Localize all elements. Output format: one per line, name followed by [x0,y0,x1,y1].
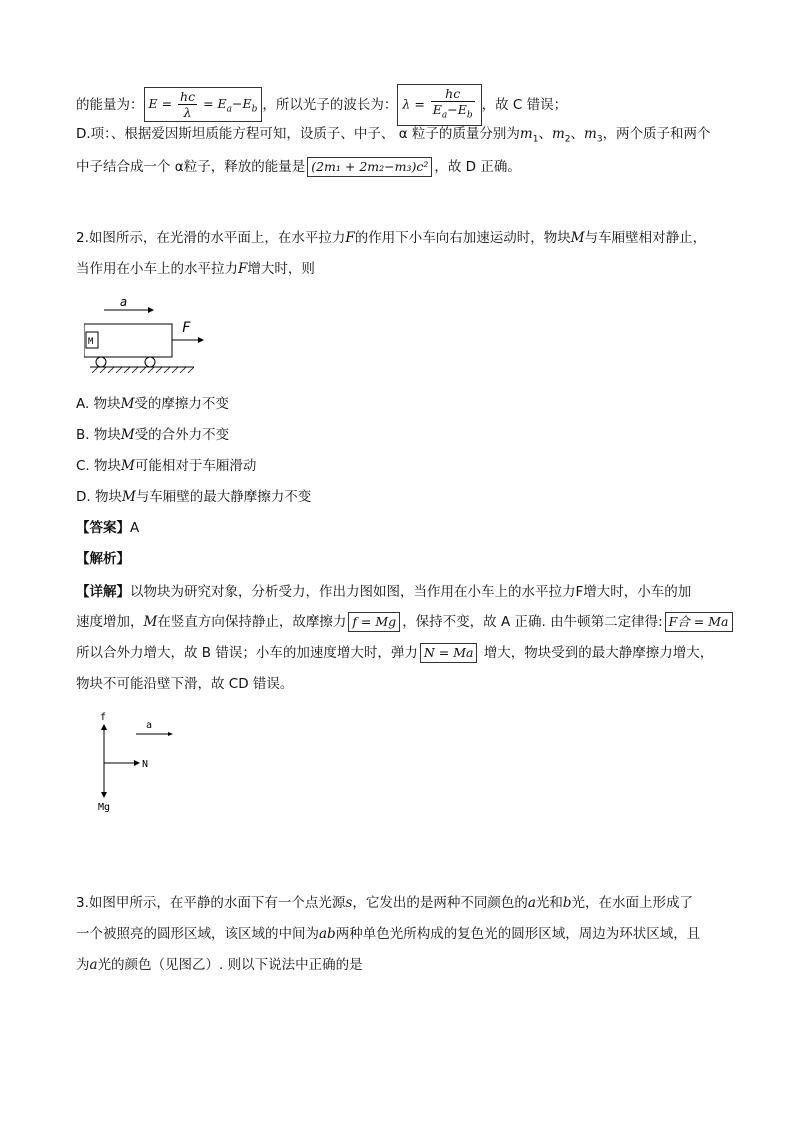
q3-stem-line2: 一个被照亮的圆形区域，该区域的中间为ab两种单色光所构成的复色光的圆形区域，周边为环状区域，且 [76,926,701,942]
wheel-left [96,357,106,367]
weight-label: Mg [98,802,111,813]
acceleration-label: a [120,295,128,309]
normal-arrowhead [134,760,140,766]
friction-label: f [100,712,107,723]
text-segment: ，故 C 错误； [481,96,568,113]
analysis-tag: 【解析】 [76,551,130,567]
fbd-accel-label: a [146,720,153,731]
detail-line1: 【详解】以物块为研究对象，分析受力，作出力图如图，当作用在小车上的水平拉力F增大时，小车的加 [76,584,692,600]
option-b[interactable]: B. 物块M受的合外力不变 [76,427,230,443]
mass-defect-line: 中子结合成一个 α粒子，释放的能量是 (2m₁ + 2m₂−m₃)c² ，故 D 正确。 [76,159,521,175]
net-force-equation-box: F合 = Ma [665,612,733,632]
wavelength-equation-box: λ = $\frac{hc}{E_a-E_b}$ [397,84,481,126]
q3-stem-line1: 3.如图甲所示，在平静的水面下有一个点光源s，它发出的是两种不同颜色的a光和b光，在水面上形成了 [76,895,694,911]
energy-line [76,84,567,126]
force-arrowhead [198,337,204,343]
free-body-diagram [92,706,192,816]
detail-line3: 所以合外力增大，故 B 错误；小车的加速度增大时，弹力 N = Ma 增大，物块受到的最大静摩擦力增大， [76,645,714,661]
option-a[interactable]: A. 物块M受的摩擦力不变 [76,396,229,412]
text-segment: 的能量为： [76,96,144,113]
acceleration-arrowhead [148,307,154,313]
detail-line2: 速度增加，M在竖直方向保持静止，故摩擦力 f = Mg ，保持不变，故 A 正确. 由牛顿第二定律得: F合 = Ma [76,612,735,632]
answer-tag: 【答案】 [76,520,130,536]
text-segment: ，所以光子的波长为： [262,96,398,113]
detail-line4: 物块不可能沿壁下滑，故 CD 错误。 [76,676,294,692]
mass-defect-equation-box: (2m₁ + 2m₂−m₃)c² [307,157,432,177]
option-c[interactable]: C. 物块M可能相对于车厢滑动 [76,458,257,474]
option-d-explanation: D.项：、根据爱因斯坦质能方程可知，设质子、中子、 α 粒子的质量分别为$m_1$、$m_2$、$m_3$，两个质子和两个 [76,126,711,145]
cart-figure [84,294,214,384]
block-label: M [88,337,94,347]
force-label: F [182,320,191,336]
answer-line [76,518,139,538]
q3-stem-line3: 为a光的颜色（见图乙）. 则以下说法中正确的是 [76,957,363,973]
wheel-right [145,357,155,367]
fbd-accel-arrowhead [168,732,173,736]
option-d[interactable]: D. 物块M与车厢壁的最大静摩擦力不变 [76,489,312,505]
normal-label: N [142,759,149,770]
friction-arrowhead [101,724,107,730]
weight-arrowhead [101,792,107,798]
friction-equation-box: f = Mg [348,612,400,632]
detail-tag: 【详解】 [76,584,130,600]
q2-stem-line2: 当作用在小车上的水平拉力F增大时，则 [76,261,315,277]
ground-hatching [92,367,194,373]
q2-stem-line1: 2.如图所示，在光滑的水平面上，在水平拉力F的作用下小车向右加速运动时，物块M与车厢壁相对静止， [76,230,707,246]
answer-value: A [130,520,140,536]
energy-equation-box: E = $\frac{hc}{\lambda}$ = $E_a-E_b$ [144,87,263,122]
normal-force-equation-box: N = Ma [420,643,478,663]
